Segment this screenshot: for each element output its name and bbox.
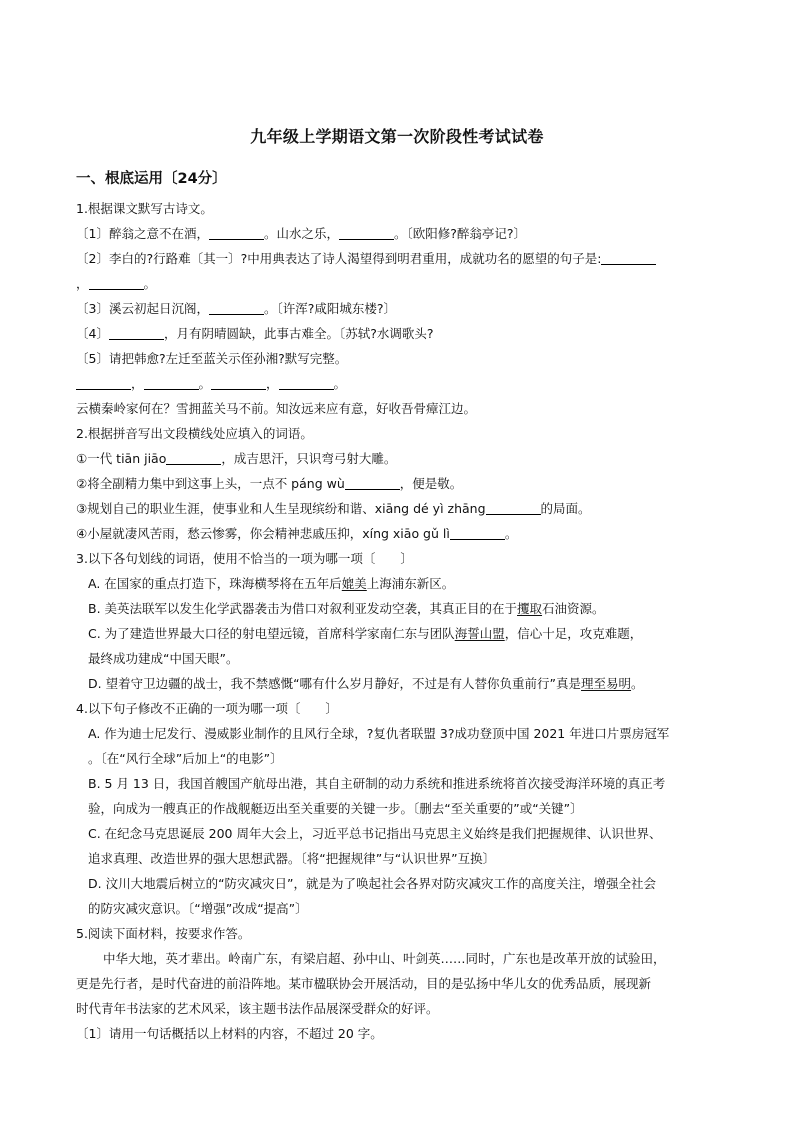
answer-blank[interactable] [450,523,505,540]
q5-stem: 5.阅读下面材料，按要求作答。 [76,926,251,941]
option-text: B. 美英法联军以发生化学武器袭击为借口对叙利亚发动空袭，其真正目的在于 [88,601,518,616]
answer-blank[interactable] [345,473,400,490]
q3-stem: 3.以下各句划线的词语，使用不恰当的一项为哪一项〔 〕 [76,551,413,566]
q2-item-3 [76,496,721,521]
q2-text: ①一代 tiān jiāo [76,451,167,466]
q1-text: 〔2〕李白的?行路难〔其一〕?中用典表达了诗人渴望得到明君重用，成就功名的愿望的句子是: [76,251,602,266]
q5-material-line-2: 更是先行者，是时代奋进的前沿阵地。某市楹联协会开展活动，目的是弘扬中华儿女的优秀品质，展现新 [76,976,652,991]
q4-option-b[interactable]: B. 5 月 13 日，我国首艘国产航母出港，其自主研制的动力系统和推进系统将首次接受海洋环境的真正考 [88,776,666,791]
answer-blank[interactable] [279,373,334,390]
answer-blank[interactable] [89,273,144,290]
q2-text: ④小屋就凄风苦雨，愁云惨雾，你会精神悲戚压抑，xíng xiāo gǔ lì [76,526,450,541]
answer-blank[interactable] [209,298,264,315]
q3-option-b[interactable] [76,596,721,621]
answer-blank[interactable] [144,373,199,390]
q5-material-line-1: 中华大地，英才辈出。岭南广东，有梁启超、孙中山、叶剑英……同时，广东也是改革开放的试验田， [103,951,666,966]
q4-option-c[interactable]: C. 在纪念马克思诞辰 200 周年大会上，习近平总书记指出马克思主义始终是我们把握规律、认识世界、 [88,826,662,841]
q4-option-d-cont: 的防灾减灾意识。〔“增强”改成“提高”〕 [88,901,308,916]
q5-material-line-3: 时代青年书法家的艺术风采，该主题书法作品展深受群众的好评。 [76,1001,439,1016]
q1-text: 。〔欧阳修?醉翁亭记?〕 [393,226,527,241]
answer-blank[interactable] [339,223,394,240]
answer-blank[interactable] [601,248,656,265]
underlined-word: 海誓山盟 [454,626,505,641]
option-text: A. 在国家的重点打造下，珠海横琴将在五年后 [88,576,342,591]
option-text: ，信心十足，攻克难题， [504,626,643,641]
q1-text: 。山水之乐， [263,226,339,241]
answer-blank[interactable] [211,373,266,390]
q3-option-c[interactable] [76,621,721,646]
q1-text: ， [76,276,89,291]
q3-option-a[interactable] [76,571,721,596]
q4-option-a[interactable]: A. 作为迪士尼发行、漫威影业制作的且风行全球，?复仇者联盟 3?成功登顶中国 2021 年进口片票房冠军 [88,726,670,741]
q1-item-1 [76,221,721,246]
q1-item-5: 〔5〕请把韩愈?左迁至蓝关示侄孙湘?默写完整。 [76,351,348,366]
q1-text: 〔1〕醉翁之意不在酒， [76,226,209,241]
option-text: 上海浦东新区。 [366,576,455,591]
q1-item-2-cont [76,271,721,296]
q2-text: ，便是敬。 [399,476,463,491]
q1-text: 。 [198,376,212,391]
q2-text: ，成吉思汗，只识弯弓射大雕。 [221,451,397,466]
q1-text: 。 [143,276,157,291]
q4-option-d[interactable]: D. 汶川大地震后树立的“防灾减灾日”，就是为了唤起社会各界对防灾减灾工作的高度关注，增强全社会 [88,876,657,891]
underlined-word: 媲美 [341,576,367,591]
q2-stem: 2.根据拼音写出文段横线处应填入的词语。 [76,426,313,441]
exam-content [76,196,721,1046]
answer-blank[interactable] [209,223,264,240]
answer-blank[interactable] [109,323,164,340]
q1-text: 。〔许浑?咸阳城东楼?〕 [263,301,396,316]
q3-option-d[interactable] [76,671,721,696]
option-text: 石油资源。 [542,601,605,616]
q1-item-3 [76,296,721,321]
q4-stem: 4.以下句子修改不正确的一项为哪一项〔 〕 [76,701,338,716]
q4-option-c-cont: 追求真理、改造世界的强大思想武器。〔将“把握规律”与“认识世界”互换〕 [88,851,496,866]
underlined-word: 攫取 [517,601,543,616]
q2-item-2 [76,471,721,496]
q2-text: ③规划自己的职业生涯，使事业和人生呈现缤纷和谐、xiāng dé yì zhāng [76,501,486,516]
section-heading: 一、根底运用〔24分〕 [76,171,227,187]
q1-poem: 云横秦岭家何在？雪拥蓝关马不前。知汝远来应有意，好收吾骨瘴江边。 [76,401,477,416]
q1-text: 〔4〕 [76,326,109,341]
q4-option-b-cont: 验，向成为一艘真正的作战舰艇迈出至关重要的关键一步。〔删去“至关重要的”或“关键”〕 [88,801,583,816]
underlined-word: 理至易明 [581,676,632,691]
q4-option-a-cont: 。〔在“风行全球”后加上“的电影”〕 [88,751,283,766]
q2-item-4 [76,521,721,546]
q2-item-1 [76,446,721,471]
exam-title: 九年级上学期语文第一次阶段性考试试卷 [250,127,544,146]
q1-text: ，月有阴晴圆缺，此事古难全。〔苏轼?水调歌头? [163,326,434,341]
q1-item-4 [76,321,721,346]
option-text: C. 为了建造世界最大口径的射电望远镜，首席科学家南仁东与团队 [88,626,455,641]
q2-text: ②将全副精力集中到这事上头，一点不 páng wù [76,476,345,491]
q1-text: ， [266,376,279,391]
q1-stem: 1.根据课文默写古诗文。 [76,201,213,216]
q1-item-2 [76,246,721,271]
q1-item-5-blanks [76,371,721,396]
q1-text: 。 [333,376,347,391]
q3-option-c-cont: 最终成功建成“中国天眼”。 [88,651,239,666]
q2-text: 的局面。 [540,501,591,516]
q2-text: 。 [504,526,518,541]
answer-blank[interactable] [486,498,541,515]
answer-blank[interactable] [76,373,131,390]
option-text: D. 望着守卫边疆的战士，我不禁感慨“哪有什么岁月静好，不过是有人替你负重前行”真是 [88,676,582,691]
q5-subquestion-1: 〔1〕请用一句话概括以上材料的内容，不超过 20 字。 [76,1026,383,1041]
answer-blank[interactable] [166,448,221,465]
option-text: 。 [631,676,644,691]
q1-text: ， [131,376,144,391]
q1-text: 〔3〕溪云初起日沉阁， [76,301,209,316]
